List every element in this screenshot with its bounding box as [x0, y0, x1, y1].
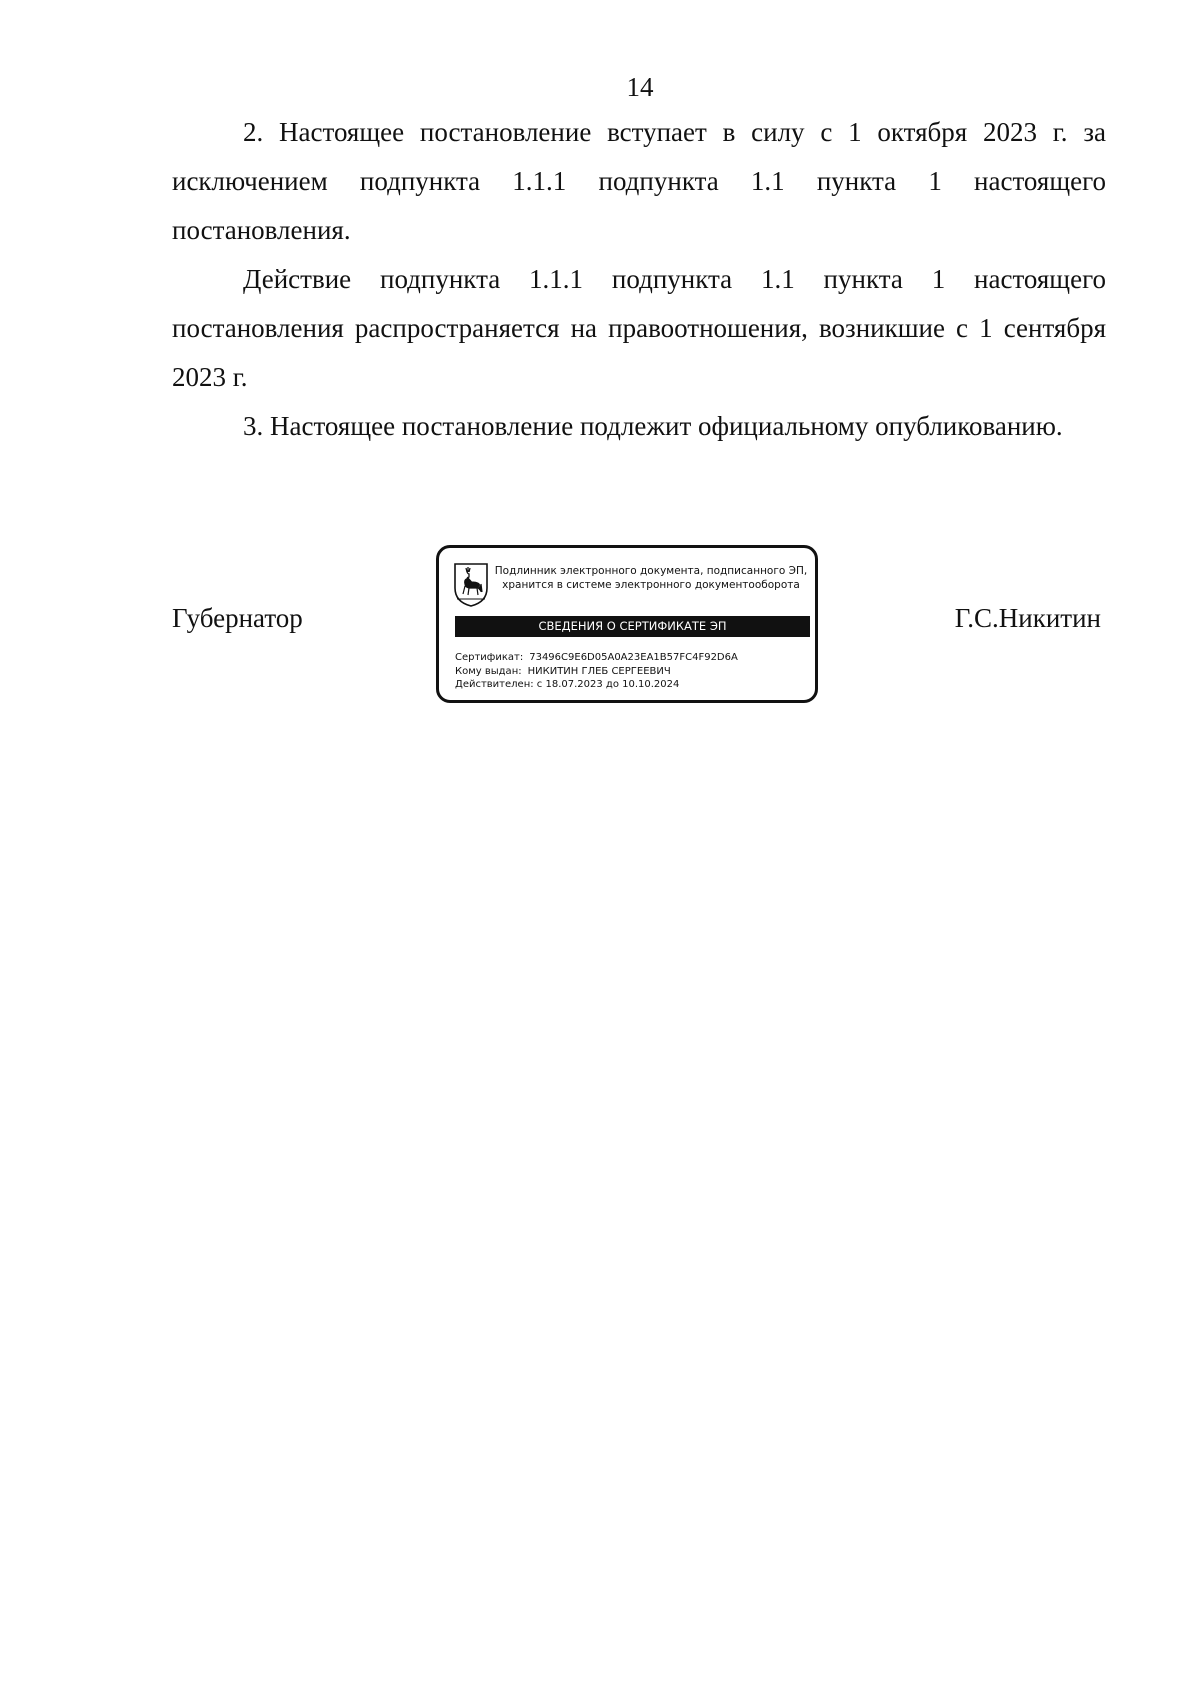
paragraph-entry-into-force: 2. Настоящее постановление вступает в силу с 1 октября 2023 г. за исключением подпункта 1.1.1 подпункта 1.1 пункта 1 настоящего постановления.	[172, 117, 1106, 245]
electronic-signature-stamp	[436, 545, 818, 703]
certificate-row	[455, 651, 738, 665]
signatory-title: Губернатор	[172, 603, 303, 633]
page-number: 14	[626, 72, 654, 102]
stamp-header	[491, 564, 811, 592]
stamp-header-line-1: Подлинник электронного документа, подписанного ЭП,	[494, 565, 808, 577]
paragraph-publication: 3. Настоящее постановление подлежит официальному опубликованию.	[243, 411, 1063, 441]
certificate-value: 73496C9E6D05A0A23EA1B57FC4F92D6A	[529, 652, 738, 663]
certificate-details	[455, 651, 738, 692]
validity-row: Действителен: с 18.07.2023 до 10.10.2024	[455, 679, 680, 690]
deer-coat-of-arms-icon	[453, 562, 489, 608]
issued-to-row	[455, 665, 738, 679]
issued-to-value: НИКИТИН ГЛЕБ СЕРГЕЕВИЧ	[527, 665, 671, 677]
signatory-name: Г.С.Никитин	[954, 603, 1101, 633]
issued-to-label: Кому выдан:	[455, 665, 522, 677]
paragraph-applicability: Действие подпункта 1.1.1 подпункта 1.1 пункта 1 настоящего постановления распространяется на правоотношения, возникшие с 1 сентября 2023 г.	[172, 264, 1106, 392]
certificate-label: Сертификат:	[455, 652, 524, 663]
document-body	[172, 108, 1106, 451]
stamp-header-line-2: хранится в системе электронного документооборота	[502, 579, 800, 591]
certificate-info-bar: СВЕДЕНИЯ О СЕРТИФИКАТЕ ЭП	[455, 616, 810, 637]
